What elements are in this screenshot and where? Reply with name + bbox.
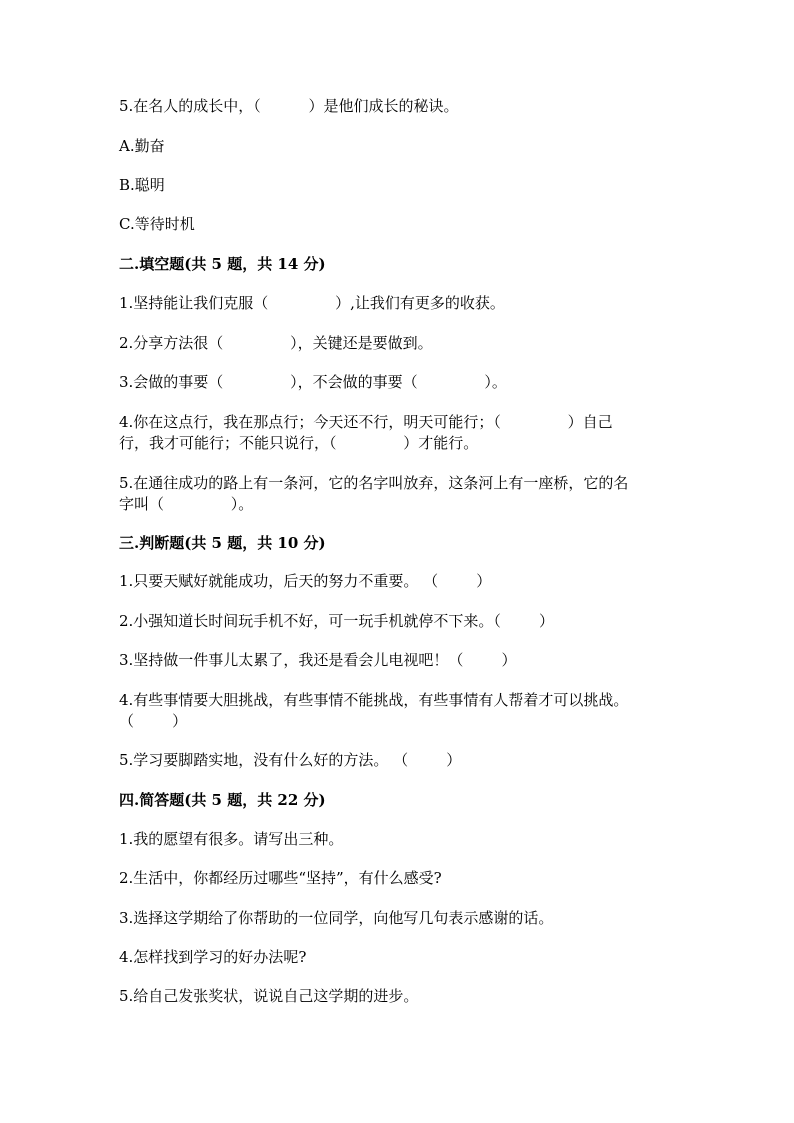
fill-question-1: 1.坚持能让我们克服（ ）,让我们有更多的收获。 [119,294,505,312]
option-a: A.勤奋 [119,137,165,155]
section-3-title: 三.判断题(共 5 题，共 10 分) [119,534,326,552]
fill-question-4-line-2: 行，我才可能行；不能只说行，（ ）才能行。 [119,434,479,452]
question-5-choice: 5.在名人的成长中，（ ）是他们成长的秘诀。 [119,97,459,115]
short-question-2: 2.生活中，你都经历过哪些“坚持”，有什么感受? [119,869,442,887]
fill-question-5-line-2: 字叫（ ）。 [119,495,254,513]
judge-question-4-line-2: （ ） [119,712,188,730]
judge-question-3: 3.坚持做一件事儿太累了，我还是看会儿电视吧！（ ） [119,651,517,669]
judge-question-4-line-1: 4.有些事情要大胆挑战，有些事情不能挑战，有些事情有人帮着才可以挑战。 [119,691,629,709]
short-question-4: 4.怎样找到学习的好办法呢? [119,948,307,966]
short-question-5: 5.给自己发张奖状，说说自己这学期的进步。 [119,987,419,1005]
fill-question-3: 3.会做的事要（ ），不会做的事要（ ）。 [119,373,507,391]
fill-question-2: 2.分享方法很（ ），关键还是要做到。 [119,334,433,352]
fill-question-4-line-1: 4.你在这点行，我在那点行；今天还不行，明天可能行；（ ）自己 [119,413,613,431]
fill-question-5-line-1: 5.在通往成功的路上有一条河，它的名字叫放弃，这条河上有一座桥，它的名 [119,474,629,492]
judge-question-1: 1.只要天赋好就能成功，后天的努力不重要。 （ ） [119,572,492,590]
option-c: C.等待时机 [119,215,195,233]
section-4-title: 四.简答题(共 5 题，共 22 分) [119,791,326,809]
section-2-title: 二.填空题(共 5 题，共 14 分) [119,255,326,273]
short-question-1: 1.我的愿望有很多。请写出三种。 [119,830,344,848]
judge-question-5: 5.学习要脚踏实地，没有什么好的方法。 （ ） [119,751,462,769]
short-question-3: 3.选择这学期给了你帮助的一位同学，向他写几句表示感谢的话。 [119,909,554,927]
judge-question-2: 2.小强知道长时间玩手机不好，可一玩手机就停不下来。（ ） [119,612,554,630]
option-b: B.聪明 [119,176,165,194]
